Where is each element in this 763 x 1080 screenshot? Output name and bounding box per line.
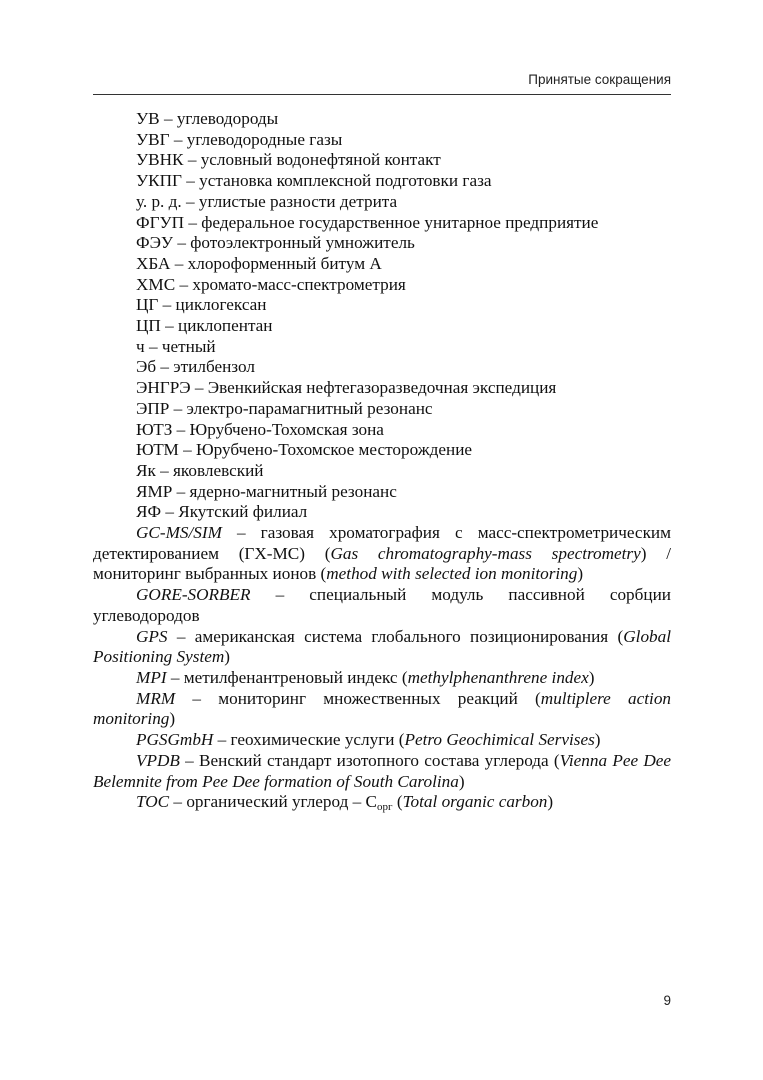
- entry-separator: –: [158, 295, 176, 315]
- entry-separator: –: [156, 357, 174, 377]
- entry-separator: –: [169, 129, 187, 149]
- entry-text: ) / мониторинг выбранных ионов (: [93, 543, 672, 584]
- entry-definition: ядерно-магнитный резонанс: [189, 481, 397, 501]
- entry-gps: [93, 627, 671, 668]
- abbreviation-item: [93, 130, 671, 151]
- entry-vpdb: [93, 751, 671, 792]
- entry-separator: –: [175, 274, 193, 294]
- entry-gore-sorber: [93, 585, 671, 626]
- abbreviation-item: [93, 337, 671, 358]
- entry-separator: –: [178, 440, 196, 460]
- entry-definition: циклопентан: [178, 316, 273, 336]
- entry-term: ЮТМ: [136, 440, 179, 460]
- entry-italic-text: Gas chromatography-mass spectrometry: [330, 543, 641, 563]
- abbreviation-list: [93, 109, 671, 813]
- entry-term: ХБА: [136, 253, 171, 273]
- entry-definition: яковлевский: [173, 460, 264, 480]
- entry-term: ФГУП: [136, 212, 185, 232]
- entry-text: ): [169, 709, 176, 729]
- entry-definition: хлороформенный битум А: [187, 253, 382, 273]
- entry-term: ЭНГРЭ: [136, 378, 191, 398]
- entry-text: ): [588, 667, 595, 687]
- entry-term: ЦП: [136, 316, 161, 336]
- entry-italic-text: Global Positioning System: [93, 626, 671, 667]
- entry-term: у. р. д.: [136, 191, 182, 211]
- entry-text: – специальный модуль пассивной сорбции углеводородов: [93, 585, 671, 625]
- entry-italic-text: method with selected ion monitoring: [326, 564, 578, 584]
- entry-definition: углеводородные газы: [186, 129, 343, 149]
- entry-definition: циклогексан: [175, 295, 267, 315]
- cyrillic-abbreviations: [93, 109, 671, 523]
- entry-separator: –: [144, 336, 162, 356]
- entry-definition: Юрубчено-Тохомское месторождение: [195, 440, 473, 460]
- entry-term: Як: [136, 460, 156, 480]
- entry-definition: углеводороды: [176, 109, 279, 128]
- entry-italic-text: Vienna Pee Dee Belemnite from Pee Dee formation of South Carolina: [93, 750, 671, 791]
- entry-term: УВГ: [136, 129, 170, 149]
- entry-separator: –: [183, 150, 201, 170]
- abbreviation-item: [93, 192, 671, 213]
- entry-text: ): [547, 792, 554, 812]
- entry-term: VPDB: [136, 750, 180, 770]
- entry-term: PGSGmbH: [136, 730, 214, 750]
- entry-italic-text: Total organic carbon: [402, 792, 548, 812]
- entry-term: ЮТЗ: [136, 419, 173, 439]
- abbreviation-item: [93, 461, 671, 482]
- entry-gc-ms-sim: [93, 523, 671, 585]
- entry-separator: –: [170, 253, 188, 273]
- entry-term: ч: [136, 336, 145, 356]
- page-number: 9: [663, 993, 671, 1008]
- entry-term: GPS: [136, 626, 168, 646]
- entry-separator: –: [159, 109, 177, 128]
- abbreviation-item: [93, 109, 671, 130]
- entry-text: ): [594, 730, 601, 750]
- entry-term: ХМС: [136, 274, 176, 294]
- entry-term: УВ: [136, 109, 160, 128]
- entry-definition: фотоэлектронный умножитель: [190, 233, 415, 253]
- entry-term: УКПГ: [136, 171, 182, 191]
- subscript: орг: [377, 801, 393, 814]
- entry-term: GC-MS/SIM: [136, 523, 222, 543]
- entry-separator: –: [172, 419, 190, 439]
- abbreviation-item: [93, 233, 671, 254]
- entry-separator: –: [184, 212, 202, 232]
- entry-text: (: [392, 792, 403, 812]
- entry-italic-text: multiplere action monitoring: [93, 688, 672, 729]
- entry-term: УВНК: [136, 150, 184, 170]
- entry-mrm: [93, 689, 671, 730]
- entry-definition: этилбензол: [173, 357, 255, 377]
- entry-text: ): [577, 564, 584, 584]
- entry-text: ): [224, 647, 231, 667]
- entry-definition: четный: [161, 336, 216, 356]
- running-header: Принятые сокращения: [528, 72, 671, 87]
- entry-definition: углистые разности детрита: [198, 191, 398, 211]
- entry-separator: –: [155, 460, 174, 480]
- entry-separator: –: [181, 191, 199, 211]
- abbreviation-item: [93, 171, 671, 192]
- entry-separator: –: [172, 481, 190, 501]
- entry-separator: –: [181, 171, 200, 191]
- entry-mpi: [93, 668, 671, 689]
- entry-italic-text: Petro Geochimical Servises: [404, 730, 595, 750]
- abbreviation-item: [93, 150, 671, 171]
- entry-pgsgmbh: [93, 730, 671, 751]
- entry-separator: –: [190, 378, 208, 398]
- entry-text: – газовая хроматография с масс-спектрометрическим детектированием (ГХ-МС) (: [93, 523, 671, 563]
- entry-term: Эб: [136, 357, 157, 377]
- abbreviation-item: [93, 440, 671, 461]
- entry-separator: –: [160, 316, 179, 336]
- entry-definition: Эвенкийская нефтегазоразведочная экспедиция: [207, 378, 557, 398]
- abbreviation-item: [93, 213, 671, 234]
- entry-text: – органический углерод – С: [169, 792, 378, 812]
- entry-text: – Венский стандарт изотопного состава углерода (: [179, 750, 560, 770]
- entry-italic-text: methylphenanthrene index: [407, 667, 589, 687]
- abbreviation-item: [93, 254, 671, 275]
- entry-definition: федеральное государственное унитарное предприятие: [201, 212, 599, 232]
- entry-separator: –: [161, 502, 179, 522]
- entry-term: ЯМР: [136, 481, 173, 501]
- abbreviation-item: [93, 378, 671, 399]
- entry-text: – американская система глобального позиционирования (: [167, 626, 624, 646]
- entry-text: – мониторинг множественных реакций (: [175, 688, 541, 708]
- entry-separator: –: [173, 233, 191, 253]
- abbreviation-item: [93, 399, 671, 420]
- entry-text: ): [458, 771, 465, 791]
- entry-text: – геохимические услуги (: [213, 730, 405, 750]
- entry-term: ЦГ: [136, 295, 159, 315]
- abbreviation-item: [93, 295, 671, 316]
- entry-term: MRM: [136, 688, 176, 708]
- entry-toc: [93, 792, 671, 813]
- entry-definition: Якутский филиал: [178, 502, 308, 522]
- entry-separator: –: [169, 398, 187, 418]
- abbreviation-item: [93, 482, 671, 503]
- entry-term: GORE-SORBER: [136, 585, 251, 605]
- entry-term: ЯФ: [136, 502, 162, 522]
- entry-definition: хромато-масс-спектрометрия: [192, 274, 406, 294]
- entry-term: ФЭУ: [136, 233, 174, 253]
- entry-term: TOC: [136, 792, 170, 812]
- entry-text: – метилфенантреновый индекс (: [166, 667, 408, 687]
- abbreviation-item: [93, 316, 671, 337]
- entry-definition: установка комплексной подготовки газа: [199, 171, 492, 191]
- abbreviation-item: [93, 420, 671, 441]
- entry-definition: Юрубчено-Тохомская зона: [189, 419, 384, 439]
- entry-term: MPI: [136, 667, 167, 687]
- entry-term: ЭПР: [136, 398, 170, 418]
- entry-definition: электро-парамагнитный резонанс: [186, 398, 433, 418]
- entry-definition: условный водонефтяной контакт: [200, 150, 441, 170]
- abbreviation-item: [93, 502, 671, 523]
- abbreviation-item: [93, 357, 671, 378]
- header-rule: [93, 94, 671, 95]
- abbreviation-item: [93, 275, 671, 296]
